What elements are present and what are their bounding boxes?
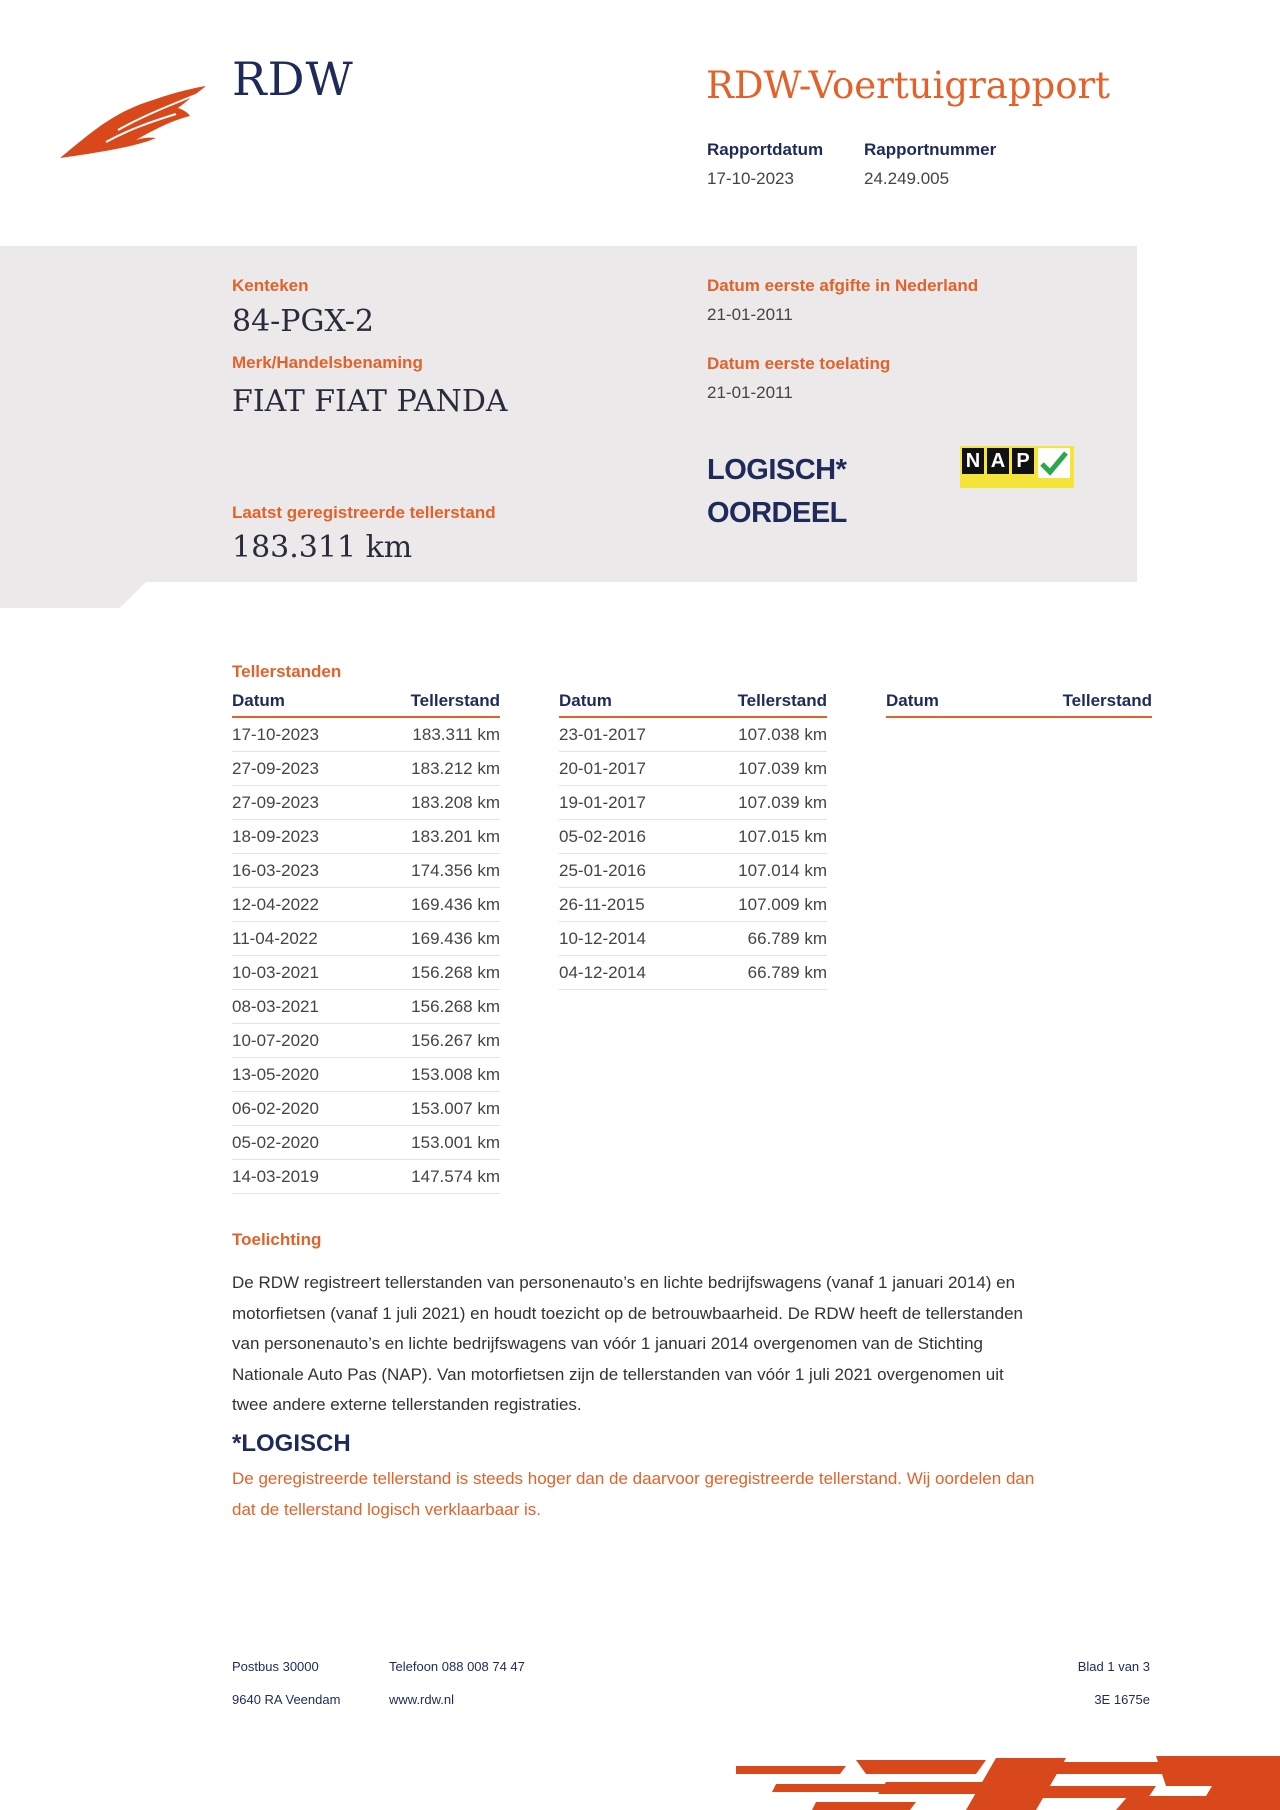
table-row	[559, 956, 827, 990]
row-odometer: 153.008 km	[364, 1058, 500, 1092]
table-row	[559, 922, 827, 956]
row-date: 17-10-2023	[232, 717, 364, 752]
verdict-line1: LOGISCH*	[707, 454, 847, 486]
table-row	[232, 1126, 500, 1160]
logisch-line: dat de tellerstand logisch verklaarbaar is.	[232, 1499, 541, 1519]
table-row	[232, 717, 500, 752]
footer-phone: Telefoon 088 008 74 47	[389, 1659, 525, 1674]
row-odometer: 174.356 km	[364, 854, 500, 888]
row-odometer: 169.436 km	[364, 922, 500, 956]
footer-website-link[interactable]: www.rdw.nl	[389, 1692, 455, 1707]
logisch-text	[232, 1464, 1152, 1525]
report-date: 17-10-2023	[707, 169, 794, 188]
toelichting-line: twee andere externe tellerstanden registraties.	[232, 1395, 582, 1414]
tellerstanden-table-2	[559, 690, 827, 990]
brand-name: RDW	[232, 52, 354, 106]
make-name: FIAT FIAT PANDA	[232, 384, 508, 419]
row-date: 06-02-2020	[232, 1092, 364, 1126]
row-date: 27-09-2023	[232, 786, 364, 820]
band-tab-decoration	[0, 582, 146, 608]
footer-postbus: Postbus 30000	[232, 1659, 319, 1674]
row-date: 18-09-2023	[232, 820, 364, 854]
tellerstanden-table-1	[232, 690, 500, 1194]
table-row	[232, 820, 500, 854]
license-plate: 84-PGX-2	[232, 304, 374, 339]
table-row	[559, 888, 827, 922]
table-row	[232, 1024, 500, 1058]
table-row	[232, 990, 500, 1024]
row-odometer: 183.201 km	[364, 820, 500, 854]
row-date: 26-11-2015	[559, 888, 691, 922]
row-odometer: 107.039 km	[691, 786, 827, 820]
toelichting-line: Nationale Auto Pas (NAP). Van motorfietsen zijn de tellerstanden van vóór 1 juli 2021 overgenomen uit	[232, 1364, 1004, 1384]
footer-address: 9640 RA Veendam	[232, 1692, 341, 1707]
table-row	[232, 1160, 500, 1194]
row-odometer: 153.007 km	[364, 1092, 500, 1126]
table-row	[232, 786, 500, 820]
table-row	[232, 1092, 500, 1126]
check-icon	[1038, 448, 1070, 478]
row-odometer: 156.268 km	[364, 990, 500, 1024]
row-date: 08-03-2021	[232, 990, 364, 1024]
row-date: 16-03-2023	[232, 854, 364, 888]
row-odometer: 107.015 km	[691, 820, 827, 854]
row-date: 23-01-2017	[559, 717, 691, 752]
col-header-value: Tellerstand	[691, 690, 827, 717]
col-header-date: Datum	[559, 690, 691, 717]
row-odometer: 156.267 km	[364, 1024, 500, 1058]
nap-letter-a: A	[987, 448, 1009, 474]
logisch-line: De geregistreerde tellerstand is steeds hoger dan de daarvoor geregistreerde tellerstand. Wij oordelen dan	[232, 1469, 1035, 1488]
vehicle-summary-band	[0, 246, 1137, 582]
col-header-value: Tellerstand	[985, 690, 1152, 717]
col-header-date: Datum	[232, 690, 364, 717]
table-row	[559, 752, 827, 786]
toelichting-title: Toelichting	[232, 1230, 322, 1249]
row-odometer: 183.208 km	[364, 786, 500, 820]
odometer-label: Laatst geregistreerde tellerstand	[232, 503, 496, 522]
row-date: 25-01-2016	[559, 854, 691, 888]
toelichting-line: motorfietsen (vanaf 1 juli 2021) en houdt toezicht op de betrouwbaarheid. De RDW heeft de tellerstanden	[232, 1303, 1023, 1323]
row-date: 10-07-2020	[232, 1024, 364, 1058]
first-issue-nl-label: Datum eerste afgifte in Nederland	[707, 276, 979, 295]
row-odometer: 147.574 km	[364, 1160, 500, 1194]
table-row	[232, 922, 500, 956]
table-row	[559, 786, 827, 820]
table-row	[559, 854, 827, 888]
row-odometer: 107.039 km	[691, 752, 827, 786]
row-odometer: 183.311 km	[364, 717, 500, 752]
row-odometer: 107.014 km	[691, 854, 827, 888]
row-date: 19-01-2017	[559, 786, 691, 820]
logisch-title: *LOGISCH	[232, 1430, 351, 1457]
first-admission-label: Datum eerste toelating	[707, 354, 891, 373]
col-header-value: Tellerstand	[364, 690, 500, 717]
first-admission-date: 21-01-2011	[707, 383, 793, 402]
row-date: 13-05-2020	[232, 1058, 364, 1092]
table-row	[559, 717, 827, 752]
row-odometer: 153.001 km	[364, 1126, 500, 1160]
row-odometer: 169.436 km	[364, 888, 500, 922]
footer-doc-code: 3E 1675e	[1094, 1692, 1150, 1707]
report-date-label: Rapportdatum	[707, 140, 824, 159]
first-issue-nl-date: 21-01-2011	[707, 305, 793, 324]
row-date: 12-04-2022	[232, 888, 364, 922]
toelichting-line: De RDW registreert tellerstanden van personenauto’s en lichte bedrijfswagens (vanaf 1 januari 2014) en	[232, 1273, 1016, 1292]
row-date: 10-03-2021	[232, 956, 364, 990]
verdict-line2: OORDEEL	[707, 497, 847, 529]
row-odometer: 66.789 km	[691, 956, 827, 990]
row-date: 05-02-2016	[559, 820, 691, 854]
plate-label: Kenteken	[232, 276, 309, 295]
row-odometer: 107.009 km	[691, 888, 827, 922]
report-number-label: Rapportnummer	[864, 140, 997, 159]
nap-letter-p: P	[1012, 448, 1034, 474]
tellerstanden-title: Tellerstanden	[232, 662, 342, 681]
row-date: 05-02-2020	[232, 1126, 364, 1160]
row-odometer: 107.038 km	[691, 717, 827, 752]
table-row	[232, 752, 500, 786]
col-header-date: Datum	[886, 690, 985, 717]
footer-page-number: Blad 1 van 3	[1077, 1659, 1150, 1674]
table-row	[232, 956, 500, 990]
row-date: 10-12-2014	[559, 922, 691, 956]
row-date: 20-01-2017	[559, 752, 691, 786]
row-odometer: 183.212 km	[364, 752, 500, 786]
toelichting-text	[232, 1268, 1152, 1421]
table-row	[232, 888, 500, 922]
row-date: 27-09-2023	[232, 752, 364, 786]
odometer-value: 183.311 km	[232, 530, 413, 565]
row-date: 14-03-2019	[232, 1160, 364, 1194]
row-odometer: 156.268 km	[364, 956, 500, 990]
toelichting-line: van personenauto’s en lichte bedrijfswagens van vóór 1 januari 2014 overgenomen van de Stichting	[232, 1334, 984, 1353]
table-row	[232, 1058, 500, 1092]
row-date: 04-12-2014	[559, 956, 691, 990]
make-label: Merk/Handelsbenaming	[232, 353, 423, 372]
table-row	[232, 854, 500, 888]
tellerstanden-table-3	[886, 690, 1152, 718]
report-number: 24.249.005	[864, 169, 950, 188]
row-date: 11-04-2022	[232, 922, 364, 956]
row-odometer: 66.789 km	[691, 922, 827, 956]
decorative-stripes-icon	[736, 1756, 1280, 1810]
table-row	[559, 820, 827, 854]
nap-letter-n: N	[962, 448, 984, 474]
report-title: RDW-Voertuigrapport	[706, 64, 1111, 107]
rdw-logo-icon	[58, 80, 208, 162]
nap-logo	[960, 446, 1074, 488]
